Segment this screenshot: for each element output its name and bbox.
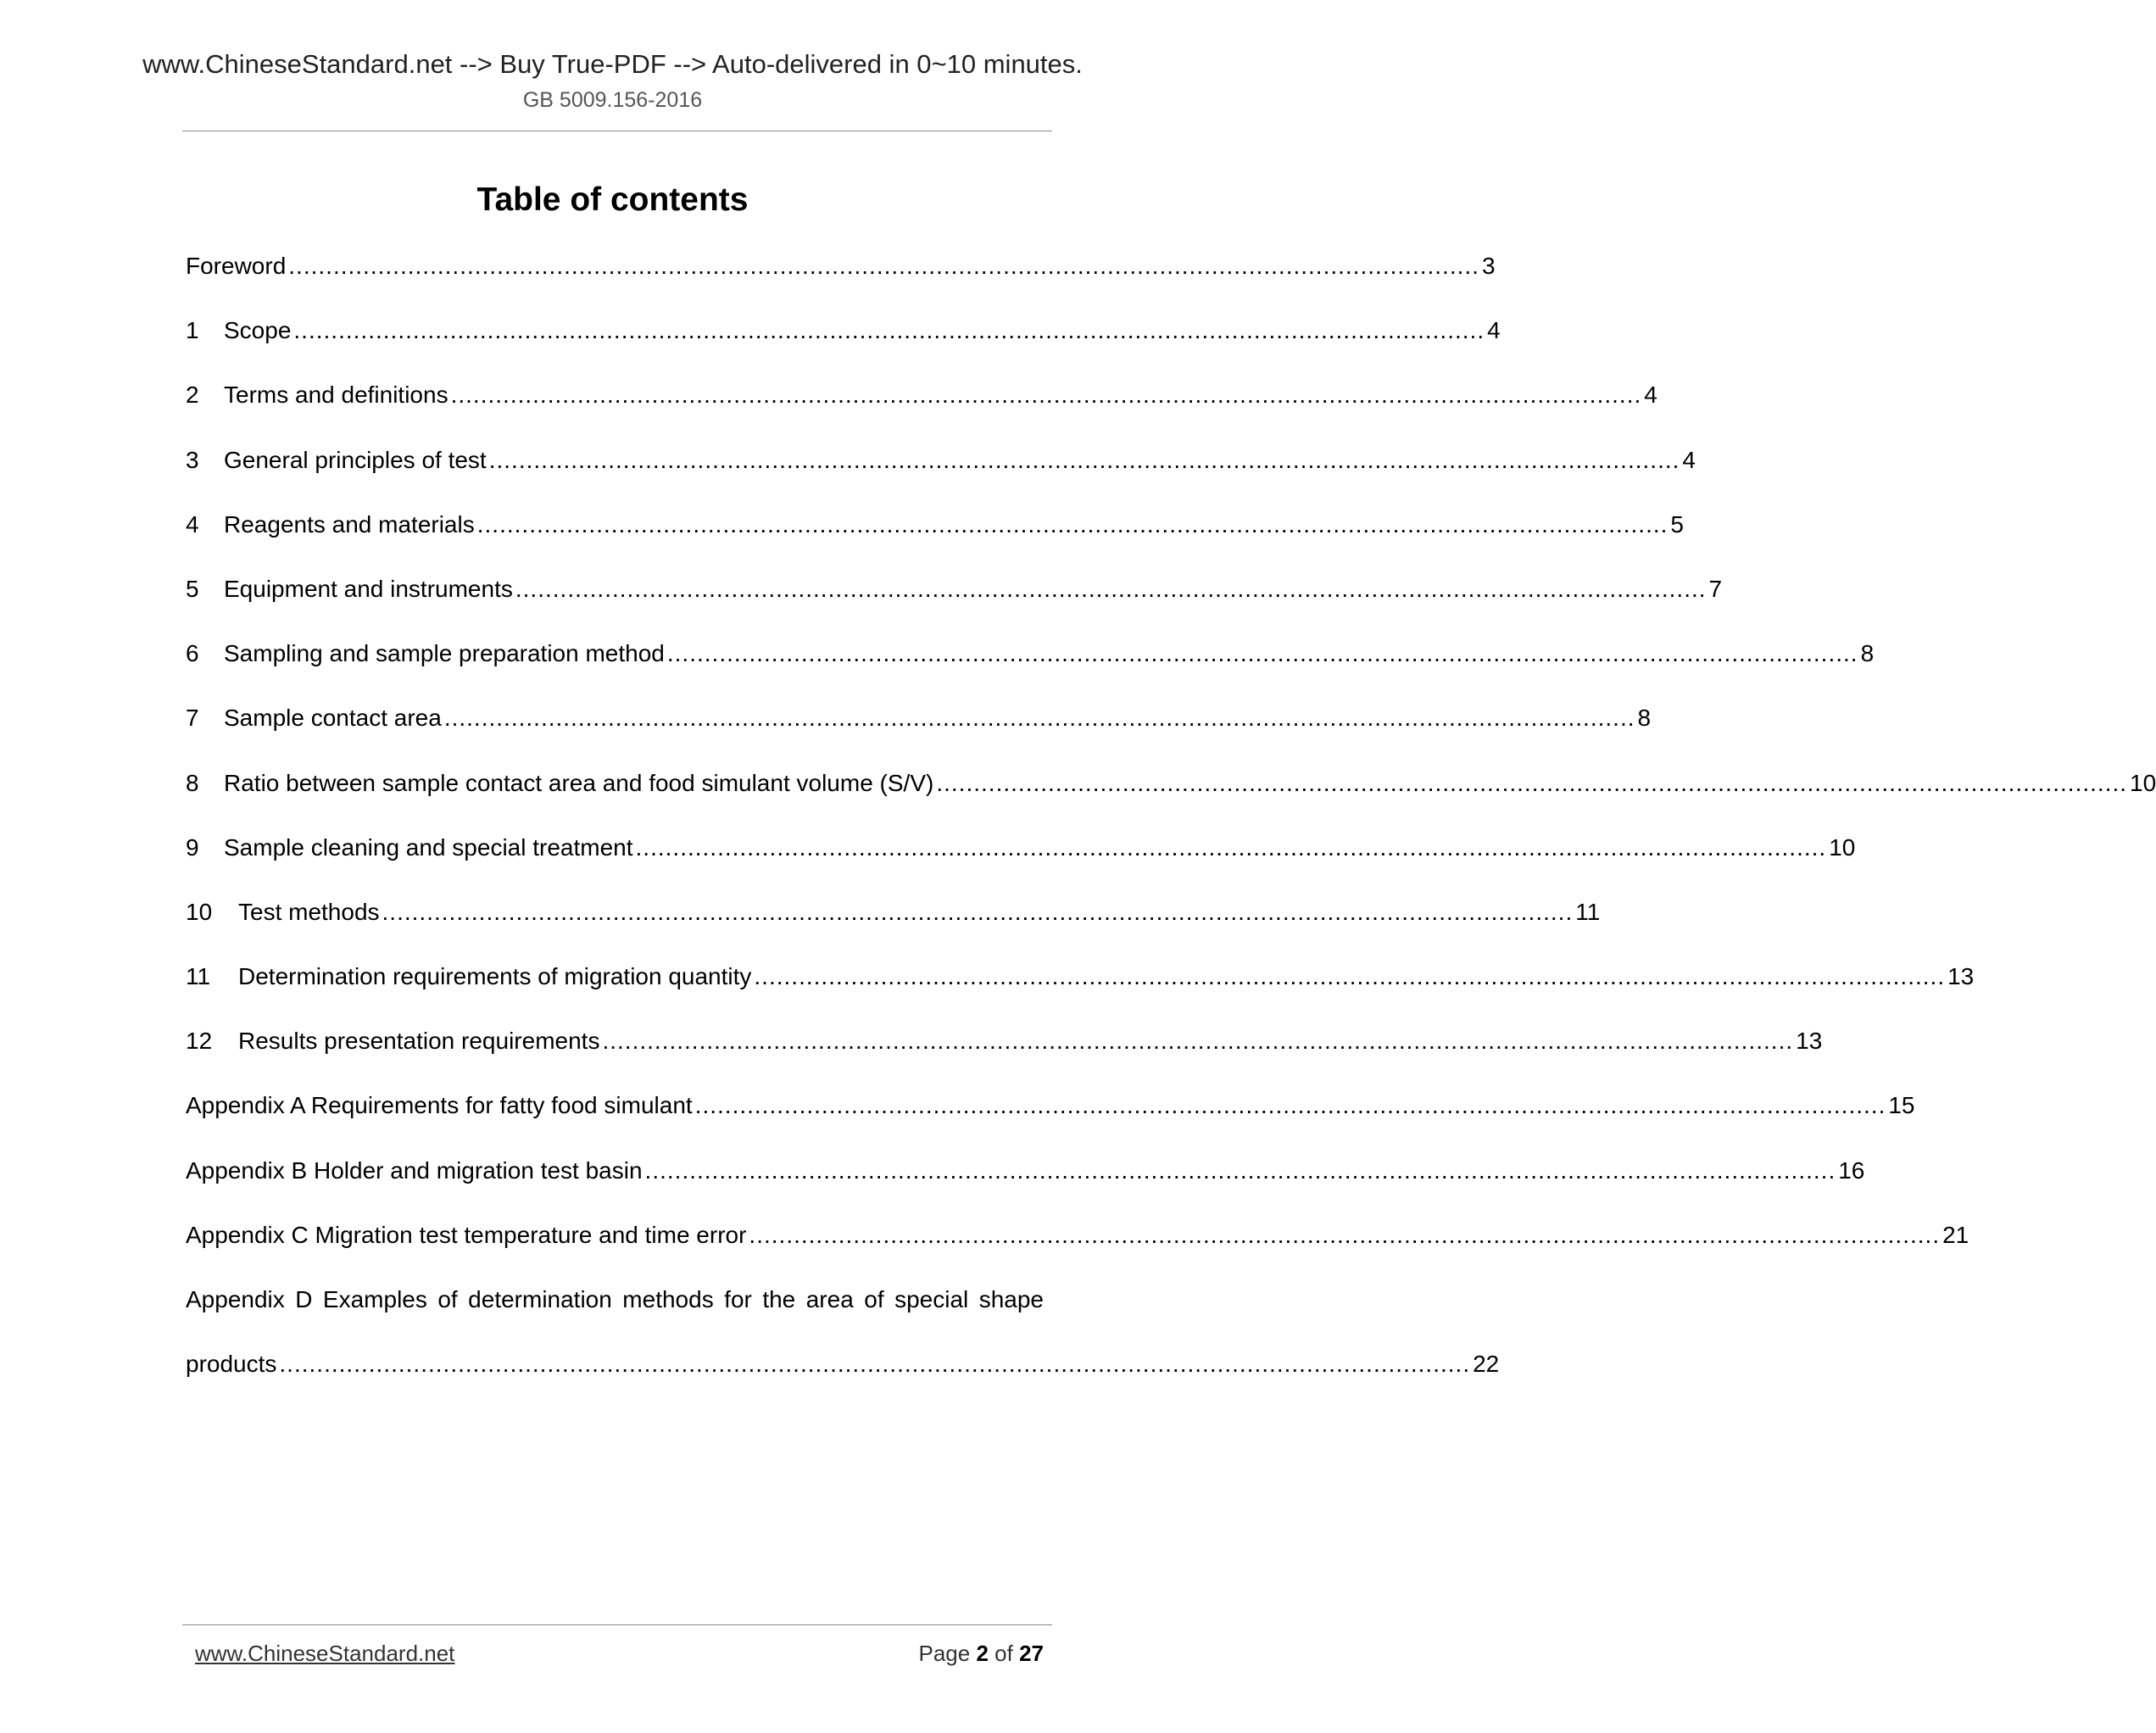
toc-leader-dots: ................................................................................................................................................................ [279, 1351, 1471, 1378]
toc-leader-dots: ................................................................................................................................................................ [754, 963, 1946, 990]
toc-entry-title: products [186, 1351, 277, 1378]
toc-entry-appendix-d-line2[interactable] [186, 1344, 1500, 1408]
toc-entry-9[interactable] [186, 827, 1856, 892]
toc-leader-dots: ................................................................................................................................................................ [602, 1028, 1794, 1055]
header-banner: www.ChineseStandard.net --> Buy True-PDF --> Auto-delivered in 0~10 minutes. [142, 49, 1083, 79]
toc-entry-foreword[interactable] [186, 246, 1496, 310]
toc-entry-number: 6 [186, 640, 199, 667]
footer-divider [182, 1624, 1052, 1625]
toc-entry-number: 7 [186, 705, 199, 732]
toc-entry-5[interactable] [186, 569, 1723, 633]
toc-leader-dots: ................................................................................................................................................................ [515, 575, 1707, 602]
toc-leader-dots: ................................................................................................................................................................ [749, 1221, 1941, 1248]
toc-entry-title: Sampling and sample preparation method [224, 640, 665, 667]
toc-leader-dots: ................................................................................................................................................................ [293, 317, 1485, 344]
footer-site-link[interactable]: www.ChineseStandard.net [195, 1641, 455, 1666]
toc-entry-page: 13 [1796, 1028, 1823, 1055]
toc-entry-page: 5 [1670, 510, 1684, 538]
toc-entry-page: 10 [2130, 769, 2156, 796]
toc-entry-number: 12 [186, 1028, 213, 1055]
toc-entry-page: 4 [1487, 317, 1501, 344]
toc-entry-page: 10 [1829, 833, 1856, 861]
toc-entry-title: Scope [224, 317, 292, 344]
toc-entry-number: 1 [186, 317, 199, 344]
toc-leader-dots: ................................................................................................................................................................ [666, 640, 1858, 667]
toc-entry-page: 4 [1682, 446, 1696, 473]
toc-entry-title: Sample cleaning and special treatment [224, 833, 633, 861]
toc-entry-11[interactable] [186, 956, 1975, 1021]
toc-entry-number: 2 [186, 382, 199, 409]
toc-entry-title: Reagents and materials [224, 510, 475, 538]
toc-entry-3[interactable] [186, 440, 1696, 504]
toc-entry-page: 8 [1637, 705, 1652, 732]
toc-leader-dots: ................................................................................................................................................................ [450, 382, 1642, 409]
toc-entry-title: Terms and definitions [224, 382, 448, 409]
toc-leader-dots: ................................................................................................................................................................ [476, 510, 1669, 538]
page-current: 2 [976, 1641, 989, 1666]
toc-entry-number: 11 [186, 963, 211, 990]
toc-entry-number: 4 [186, 510, 199, 538]
table-of-contents [186, 246, 2156, 1408]
toc-entry-10[interactable] [186, 892, 1601, 956]
page-number [918, 1641, 1044, 1667]
toc-leader-dots: ................................................................................................................................................................ [443, 705, 1635, 732]
page-total: 27 [1019, 1641, 1044, 1666]
toc-entry-title: Results presentation requirements [238, 1028, 600, 1055]
page-title: Table of contents [476, 181, 749, 218]
toc-entry-title: Test methods [238, 898, 380, 925]
toc-entry-title: Determination requirements of migration quantity [238, 963, 752, 990]
toc-entry-2[interactable] [186, 375, 1657, 439]
toc-entry-8[interactable] [186, 763, 2156, 827]
toc-entry-page: 7 [1708, 575, 1723, 602]
toc-entry-number: 8 [186, 769, 199, 796]
toc-entry-number: 5 [186, 575, 199, 602]
toc-entry-title: Ratio between sample contact area and food simulant volume (S/V) [224, 769, 934, 796]
toc-entry-title: Appendix C Migration test temperature and time error [186, 1221, 747, 1248]
toc-entry-appendix-a[interactable] [186, 1085, 1915, 1150]
toc-entry-title: Appendix A Requirements for fatty food simulant [186, 1092, 693, 1119]
toc-entry-title: Sample contact area [224, 705, 442, 732]
toc-entry-page: 11 [1575, 898, 1601, 925]
toc-entry-12[interactable] [186, 1021, 1823, 1085]
standard-code: GB 5009.156-2016 [522, 88, 703, 112]
toc-leader-dots: ................................................................................................................................................................ [936, 769, 2128, 796]
toc-leader-dots: ................................................................................................................................................................ [382, 898, 1574, 925]
toc-entry-appendix-b[interactable] [186, 1151, 1865, 1215]
toc-entry-title: General principles of test [224, 446, 487, 473]
toc-leader-dots: ................................................................................................................................................................ [694, 1092, 1886, 1119]
toc-entry-title: Equipment and instruments [224, 575, 513, 602]
toc-entry-title: Foreword [186, 253, 287, 279]
toc-entry-6[interactable] [186, 633, 1875, 698]
toc-entry-title: Appendix B Holder and migration test basin [186, 1156, 643, 1184]
toc-entry-page: 4 [1644, 382, 1657, 409]
toc-entry-page: 3 [1481, 253, 1496, 279]
toc-entry-appendix-d-line1[interactable] [186, 1279, 1044, 1344]
toc-entry-number: 3 [186, 446, 199, 473]
toc-entry-page: 8 [1860, 640, 1875, 667]
toc-entry-page: 16 [1838, 1156, 1865, 1184]
toc-entry-4[interactable] [186, 504, 1684, 569]
toc-entry-page: 21 [1942, 1221, 1969, 1248]
toc-entry-1[interactable] [186, 310, 1501, 375]
toc-entry-appendix-c[interactable] [186, 1215, 1969, 1279]
toc-entry-number: 9 [186, 833, 199, 861]
toc-leader-dots: ................................................................................................................................................................ [635, 833, 1827, 861]
toc-leader-dots: ................................................................................................................................................................ [288, 253, 1479, 279]
toc-entry-page: 13 [1947, 963, 1975, 990]
toc-entry-page: 22 [1473, 1351, 1500, 1378]
toc-leader-dots: ................................................................................................................................................................ [644, 1156, 1836, 1184]
toc-entry-number: 10 [186, 898, 213, 925]
toc-entry-page: 15 [1888, 1092, 1915, 1119]
toc-leader-dots: ................................................................................................................................................................ [488, 446, 1680, 473]
page-of: of [994, 1641, 1013, 1666]
page-label: Page [918, 1641, 971, 1666]
toc-entry-title: Appendix D Examples of determination methods for the area of special shape [186, 1286, 1044, 1312]
toc-entry-7[interactable] [186, 698, 1652, 762]
